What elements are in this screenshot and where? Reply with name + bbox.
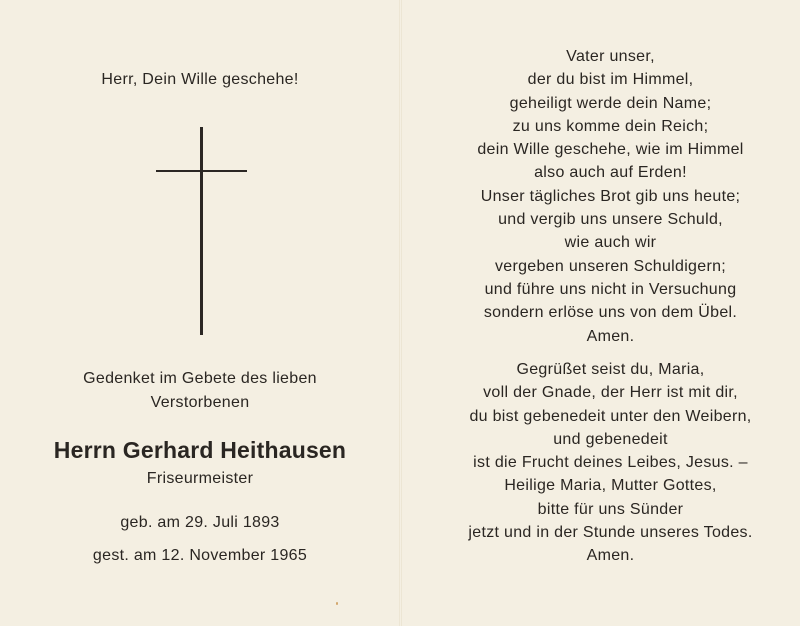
hail-mary [401,358,800,568]
prayer-line: Unser tägliches Brot gib uns heute; [480,187,741,205]
prayer-line: voll der Gnade, der Herr ist mit dir, [483,384,738,402]
prayer-line: jetzt und in der Stunde unseres Todes. [468,524,753,542]
prayer-line: bitte für uns Sünder [537,500,684,518]
prayer-line: Amen. [586,547,635,565]
prayer-line: wie auch wir [564,234,657,252]
commemoration-line-2: Verstorbenen [150,394,250,411]
prayer-line: Heilige Maria, Mutter Gottes, [504,477,717,495]
prayer-line: zu uns komme dein Reich; [512,117,709,135]
profession: Friseurmeister [146,470,254,487]
prayer-line: Amen. [586,327,635,345]
prayer-line: und führe uns nicht in Versuchung [484,280,737,298]
commemoration-line-1: Gedenket im Gebete des lieben [83,370,317,387]
prayer-line: und vergib uns unsere Schuld, [498,211,723,229]
death-date: gest. am 12. November 1965 [92,547,308,564]
prayer-line: du bist gebenedeit unter den Weibern, [469,407,752,425]
paper-speck [336,602,338,605]
deceased-name: Herrn Gerhard Heithausen [53,437,347,463]
prayer-line: geheiligt werde dein Name; [509,94,712,112]
prayer-line: und gebenedeit [553,430,668,448]
prayer-line: Gegrüßet seist du, Maria, [516,361,705,378]
cross-horizontal-bar [156,170,247,172]
prayer-line: sondern erlöse uns von dem Übel. [483,304,738,322]
motto: Herr, Dein Wille geschehe! [101,71,299,88]
prayer-line: ist die Frucht deines Leibes, Jesus. – [473,454,748,472]
right-panel [401,0,800,626]
prayer-line: also auch auf Erden! [534,164,687,182]
cross-vertical-bar [200,127,203,335]
lords-prayer [401,45,800,348]
prayer-line: der du bist im Himmel, [527,71,694,89]
birth-date: geb. am 29. Juli 1893 [120,514,280,531]
prayer-line: Vater unser, [566,48,655,65]
prayer-line: vergeben unseren Schuldigern; [494,257,727,275]
prayer-line: dein Wille geschehe, wie im Himmel [477,141,744,159]
